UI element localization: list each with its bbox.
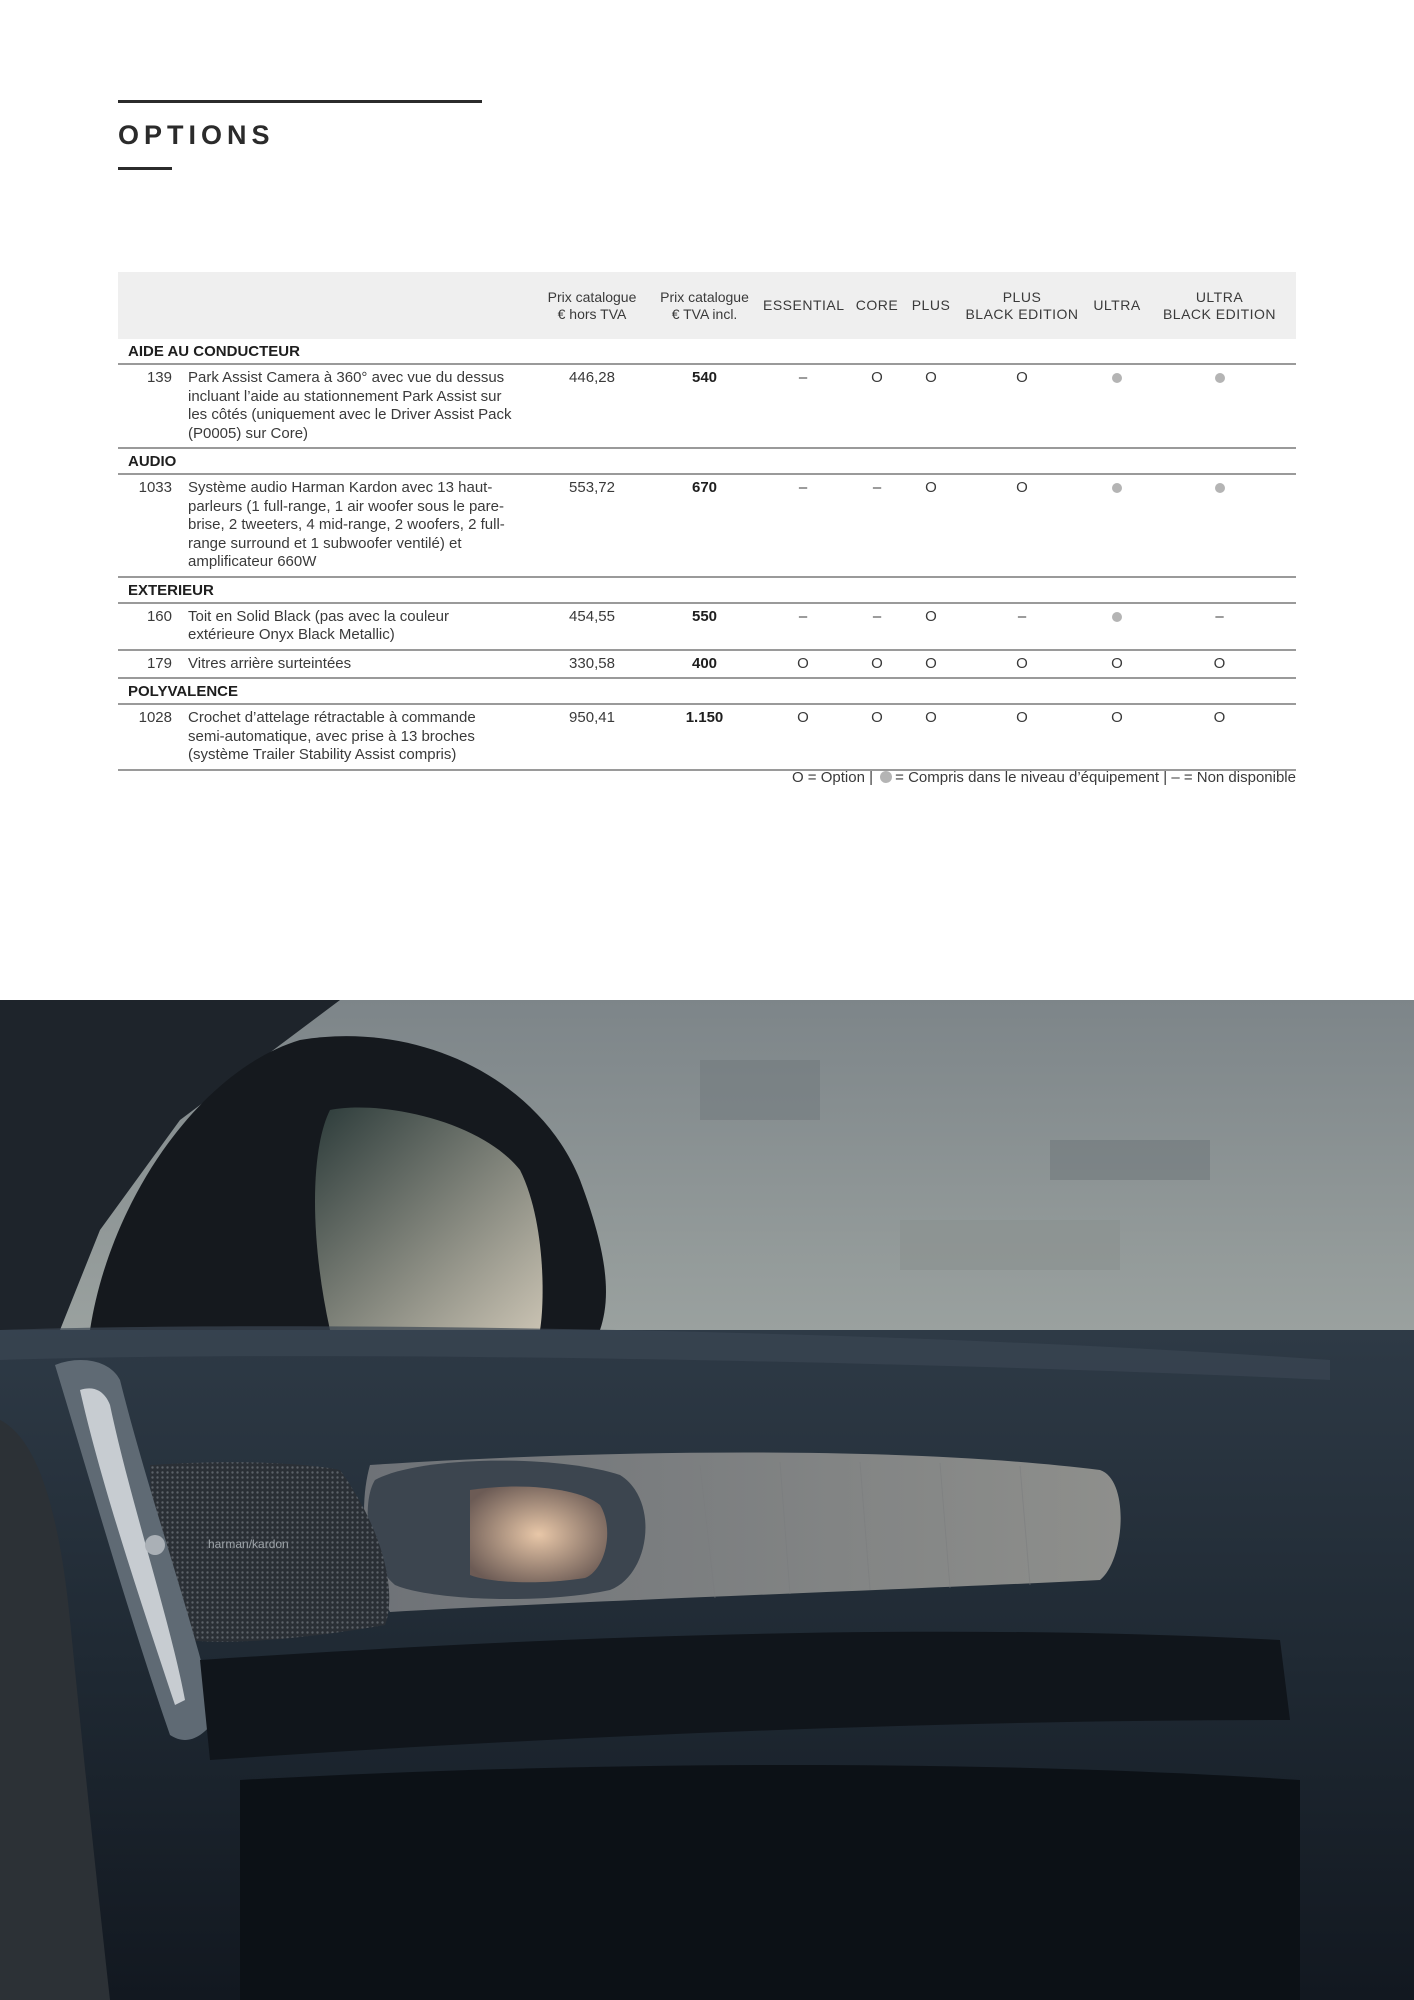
table-row [118,704,1296,770]
section-row [118,448,1296,474]
availability-mark: O [909,603,953,650]
availability-mark: – [953,603,1091,650]
page-title: OPTIONS [118,120,275,150]
title-underline [118,167,172,170]
legend-included: = Compris dans le niveau d’équipement | [895,769,1168,786]
price-ex-vat: 330,58 [536,650,648,679]
speaker-brand-text: harman/kardon [208,1537,289,1551]
option-description: Système audio Harman Kardon avec 13 haut-parleurs (1 full-range, 1 air woofer sous le pare-brise, 2 tweeters, 4 mid-range, 2 woofers, 2 full-range surround et 1 subwoofer ventilé) et amplificateur 660W [186,474,536,577]
header-price-ex-label: Prix catalogue € hors TVA [547,288,637,322]
included-dot-icon [1091,603,1143,650]
availability-mark: – [761,474,845,577]
included-dot-icon [1091,364,1143,448]
option-code: 160 [118,603,186,650]
included-dot-icon [1112,612,1122,622]
option-code: 1033 [118,474,186,577]
availability-mark: O [953,364,1091,448]
header-essential: ESSENTIAL [761,272,845,339]
legend-option: O = Option | [791,769,873,786]
table-row [118,650,1296,679]
price-inc-vat: 550 [648,603,761,650]
included-dot-icon [1215,373,1225,383]
option-code: 179 [118,650,186,679]
option-description: Toit en Solid Black (pas avec la couleur extérieure Onyx Black Metallic) [186,603,536,650]
availability-mark: O [953,474,1091,577]
availability-mark: – [761,364,845,448]
option-code: 139 [118,364,186,448]
price-ex-vat: 454,55 [536,603,648,650]
legend [792,769,1296,786]
section-row [118,577,1296,603]
option-description: Park Assist Camera à 360° avec vue du dessus incluant l’aide au stationnement Park Assist sur les côtés (uniquement avec le Driver Assist Pack (P0005) sur Core) [186,364,536,448]
availability-mark: O [845,650,909,679]
included-dot-icon [1143,364,1296,448]
availability-mark: – [761,603,845,650]
option-code: 1028 [118,704,186,770]
table-row [118,474,1296,577]
availability-mark: O [909,650,953,679]
option-description: Crochet d’attelage rétractable à commande semi-automatique, avec prise à 13 broches (système Trailer Stability Assist compris) [186,704,536,770]
included-dot-icon [1215,483,1225,493]
header-plus-black-label: PLUS BLACK EDITION [965,288,1079,322]
included-dot-icon [1143,474,1296,577]
price-ex-vat: 950,41 [536,704,648,770]
table-body [118,339,1296,770]
section-title: POLYVALENCE [118,678,1296,704]
top-rule [118,100,482,103]
header-price-inc-label: Prix catalogue € TVA incl. [660,288,749,322]
availability-mark: O [909,364,953,448]
legend-unavailable: – = Non disponible [1171,769,1296,786]
availability-mark: O [1143,650,1296,679]
car-door-interior-photo [0,1000,1414,2000]
table-header-row [118,272,1296,339]
availability-mark: O [953,704,1091,770]
included-dot-icon [1091,474,1143,577]
included-dot-icon [1112,483,1122,493]
availability-mark: – [845,603,909,650]
header-ultra: ULTRA [1091,272,1143,339]
table-row [118,603,1296,650]
section-title: EXTERIEUR [118,577,1296,603]
price-inc-vat: 540 [648,364,761,448]
header-plus-black [953,272,1091,339]
included-dot-icon [1112,373,1122,383]
header-price-inc [648,272,761,339]
availability-mark: O [953,650,1091,679]
section-title: AUDIO [118,448,1296,474]
option-description: Vitres arrière surteintées [186,650,536,679]
header-ultra-black [1143,272,1296,339]
header-plus: PLUS [909,272,953,339]
section-row [118,678,1296,704]
availability-mark: O [1091,650,1143,679]
header-ultra-black-label: ULTRA BLACK EDITION [1162,288,1277,322]
availability-mark: O [1091,704,1143,770]
price-ex-vat: 553,72 [536,474,648,577]
availability-mark: O [845,704,909,770]
price-inc-vat: 1.150 [648,704,761,770]
table-row [118,364,1296,448]
availability-mark: O [845,364,909,448]
availability-mark: O [909,474,953,577]
price-inc-vat: 400 [648,650,761,679]
availability-mark: O [761,650,845,679]
section-title: AIDE AU CONDUCTEUR [118,339,1296,364]
options-table [118,272,1296,771]
availability-mark: O [909,704,953,770]
section-row [118,339,1296,364]
availability-mark: – [1143,603,1296,650]
price-inc-vat: 670 [648,474,761,577]
price-ex-vat: 446,28 [536,364,648,448]
header-price-ex [536,272,648,339]
availability-mark: – [845,474,909,577]
included-dot-icon [880,771,892,783]
availability-mark: O [1143,704,1296,770]
header-core: CORE [845,272,909,339]
header-blank [118,272,536,339]
availability-mark: O [761,704,845,770]
